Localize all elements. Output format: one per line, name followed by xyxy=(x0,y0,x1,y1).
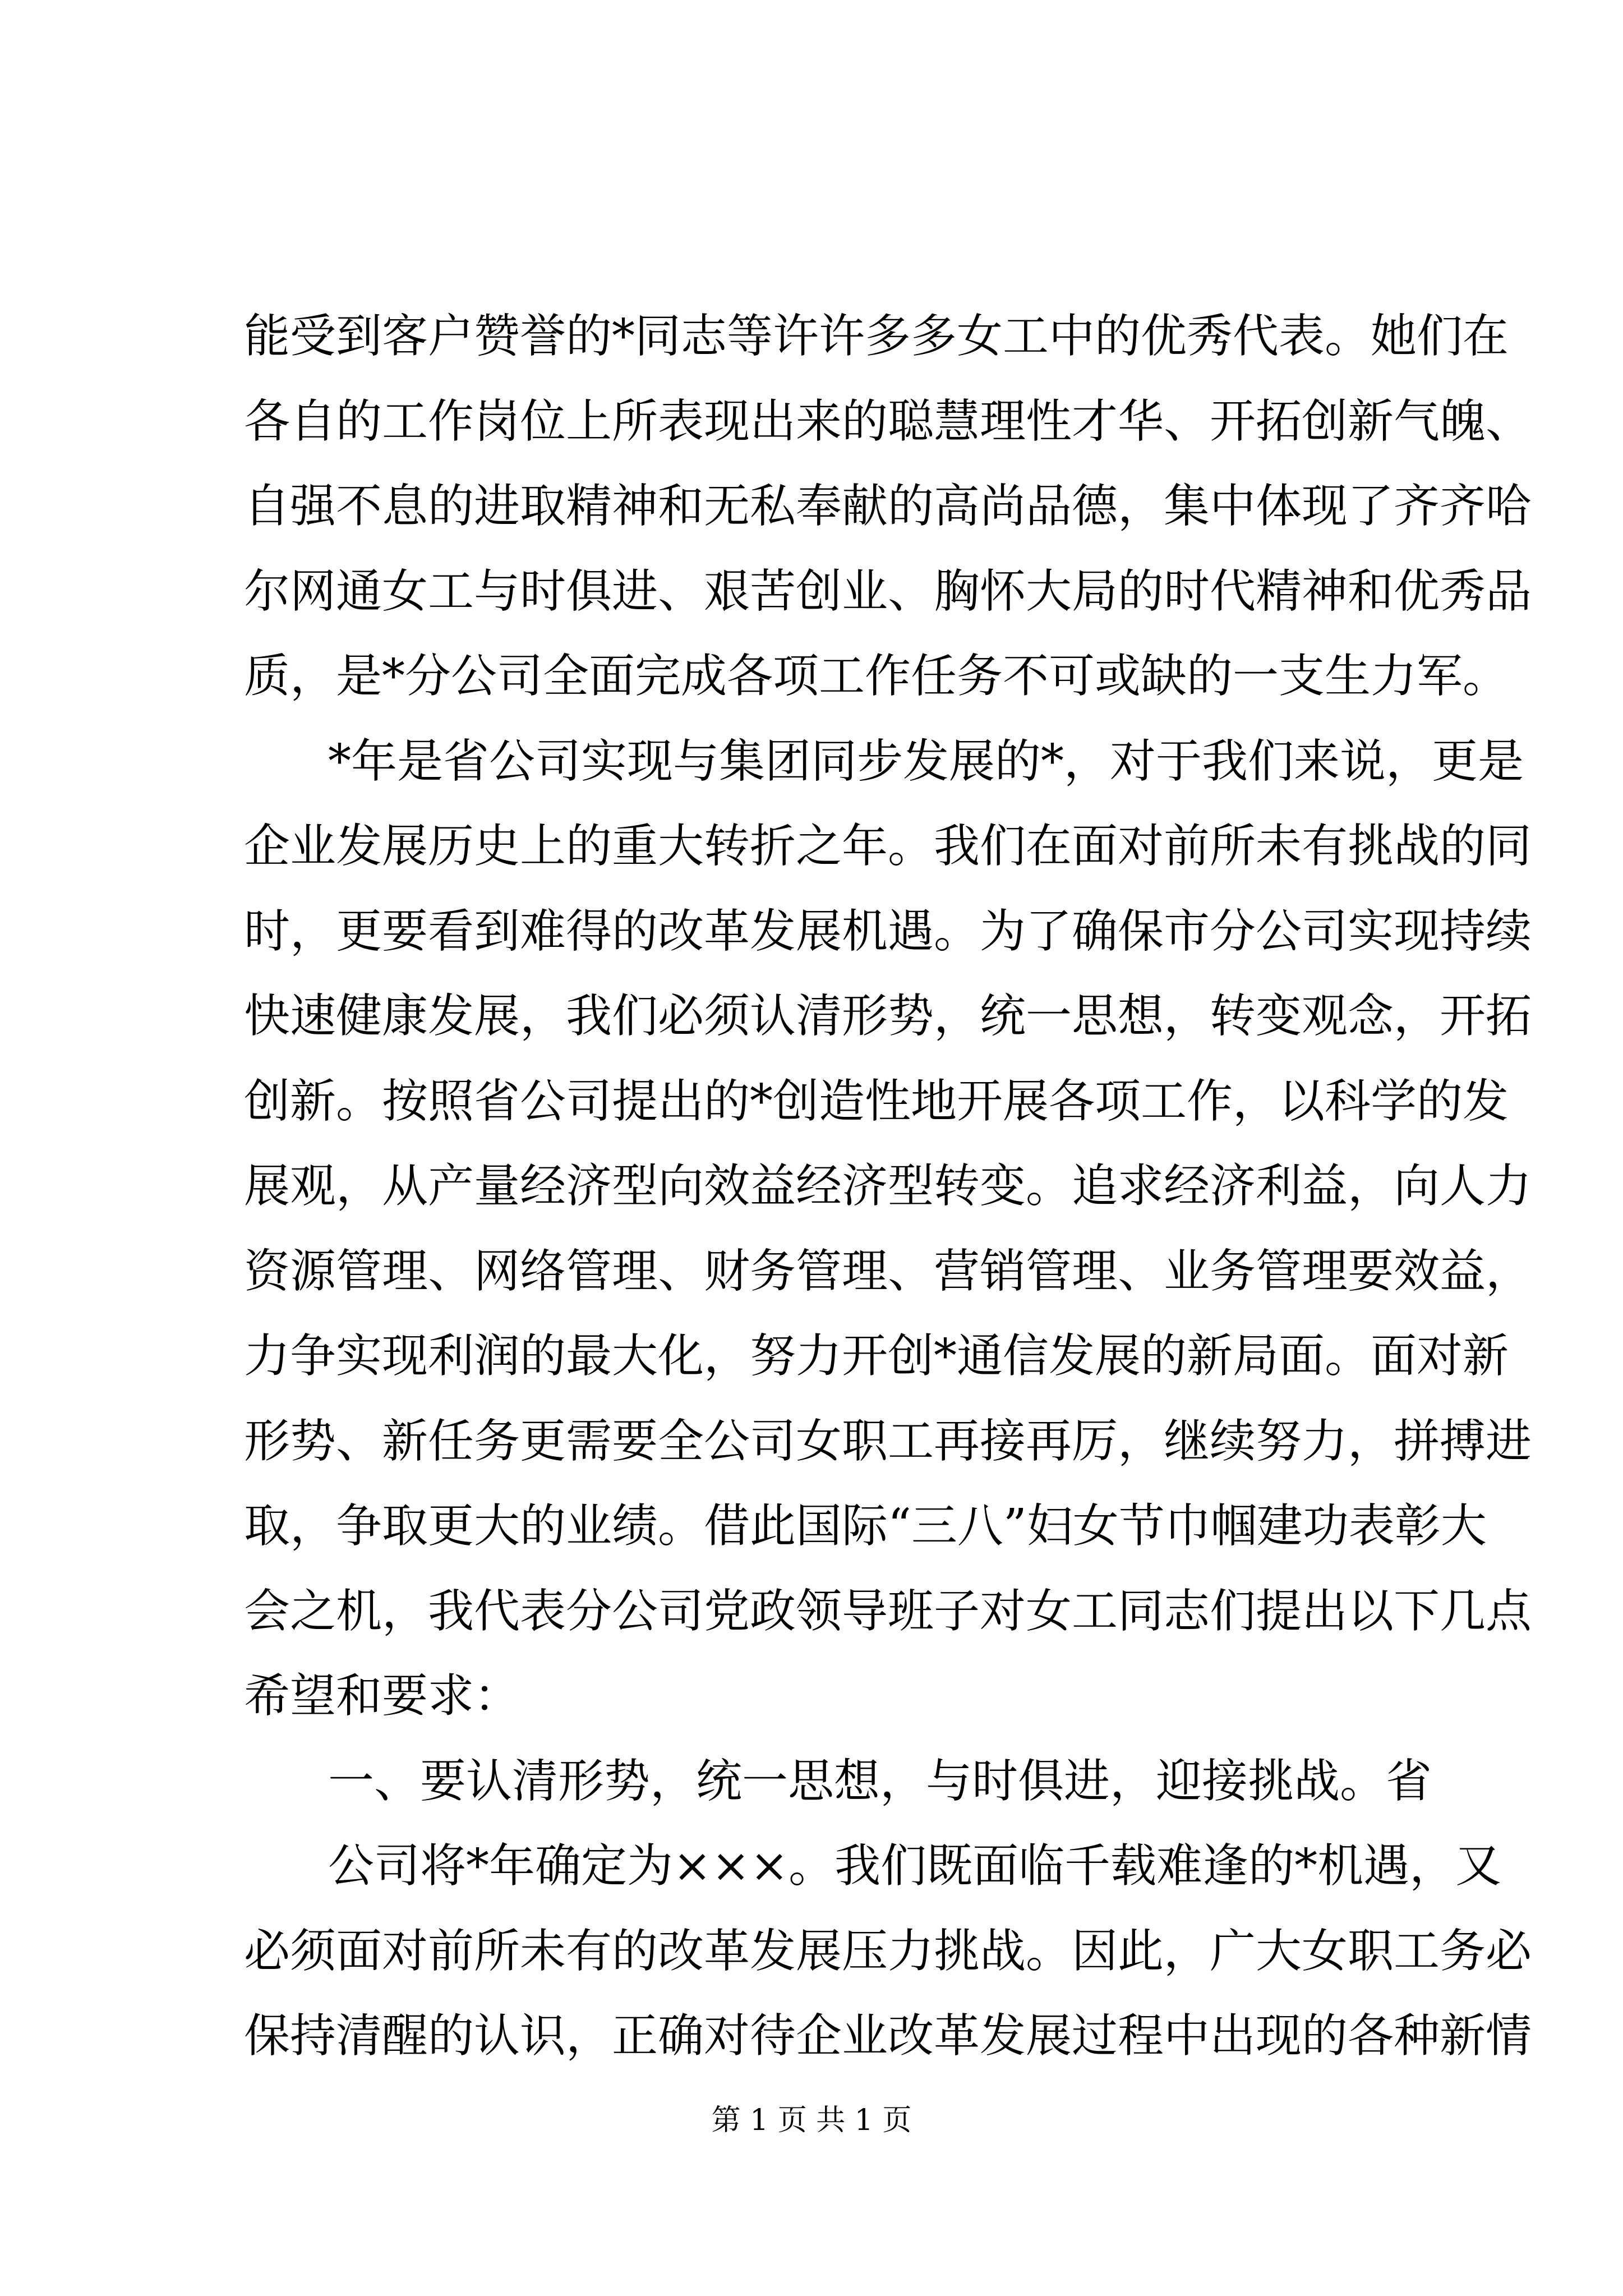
text-line: 形势、新任务更需要全公司女职工再接再厉，继续努力，拼搏进 xyxy=(244,1415,1532,1468)
text-line: 保持清醒的认识，正确对待企业改革发展过程中出现的各种新情 xyxy=(244,2009,1532,2063)
section-heading: 一、要认清形势，统一思想，与时俱进，迎接挑战。省 xyxy=(328,1755,1432,1808)
text-line: 力争实现利润的最大化，努力开创*通信发展的新局面。面对新 xyxy=(244,1329,1509,1383)
text-line: 取，争取更大的业绩。借此国际“三八”妇女节巾帼建功表彰大 xyxy=(244,1499,1487,1553)
page-footer: 第 1 页 共 1 页 xyxy=(711,2104,912,2137)
text-line: 时，更要看到难得的改革发展机遇。为了确保市分公司实现持续 xyxy=(244,905,1532,958)
text-line: 企业发展历史上的重大转折之年。我们在面对前所未有挑战的同 xyxy=(244,820,1532,873)
text-line: 资源管理、网络管理、财务管理、营销管理、业务管理要效益， xyxy=(244,1245,1532,1298)
text-line: 公司将*年确定为×××。我们既面临千载难逢的*机遇，又 xyxy=(328,1839,1502,1893)
text-line: 会之机，我代表分公司党政领导班子对女工同志们提出以下几点 xyxy=(244,1585,1532,1638)
text-line: 能受到客户赞誉的*同志等许许多多女工中的优秀代表。她们在 xyxy=(244,310,1509,363)
text-line: *年是省公司实现与集团同步发展的*，对于我们来说，更是 xyxy=(328,735,1524,788)
text-line: 希望和要求： xyxy=(244,1669,520,1723)
text-line: 尔网通女工与时俱进、艰苦创业、胸怀大局的时代精神和优秀品 xyxy=(244,565,1532,618)
text-line: 必须面对前所未有的改革发展压力挑战。因此，广大女职工务必 xyxy=(244,1925,1532,1978)
text-line: 创新。按照省公司提出的*创造性地开展各项工作，以科学的发 xyxy=(244,1075,1509,1128)
text-line: 质，是*分公司全面完成各项工作任务不可或缺的一支生力军。 xyxy=(244,650,1509,703)
text-line: 各自的工作岗位上所表现出来的聪慧理性才华、开拓创新气魄、 xyxy=(244,395,1532,448)
text-line: 展观，从产量经济型向效益经济型转变。追求经济利益，向人力 xyxy=(244,1159,1532,1213)
text-line: 自强不息的进取精神和无私奉献的高尚品德，集中体现了齐齐哈 xyxy=(244,480,1532,533)
text-line: 快速健康发展，我们必须认清形势，统一思想，转变观念，开拓 xyxy=(244,990,1532,1043)
